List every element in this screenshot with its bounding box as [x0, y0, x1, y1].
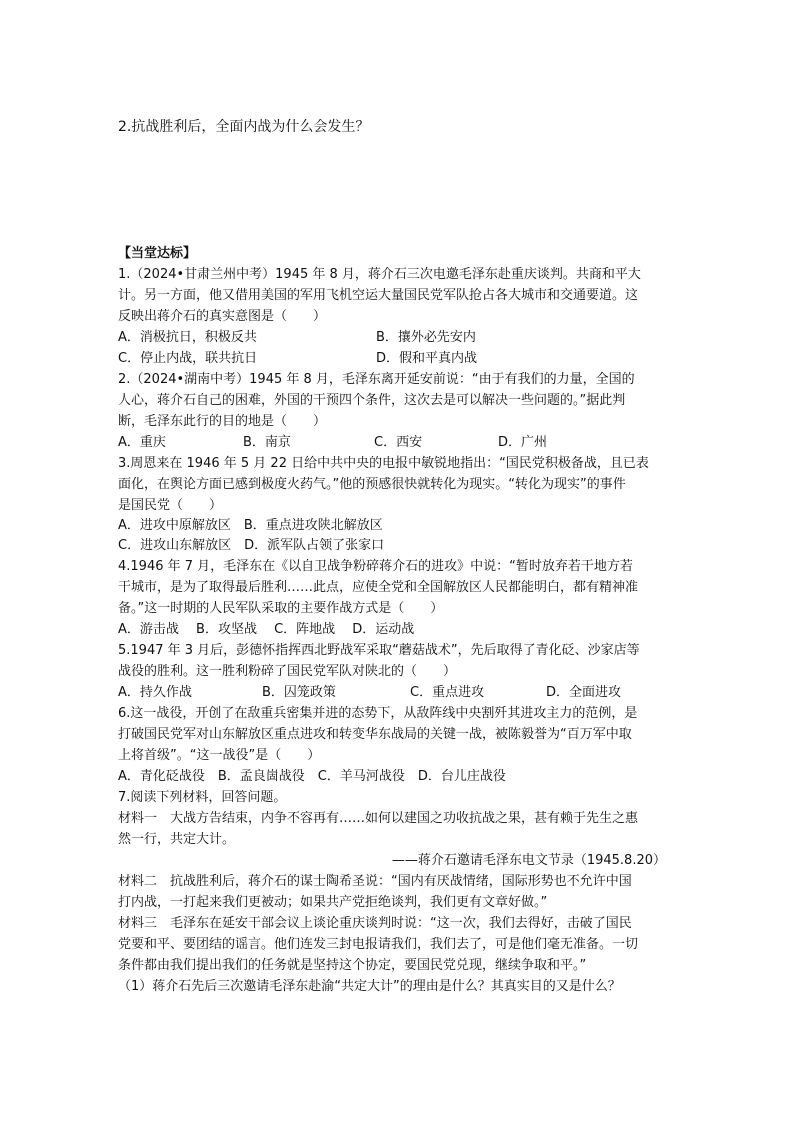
q3-options-row-1: A．进攻中原解放区 B．重点进攻陕北解放区: [118, 518, 383, 533]
q1-option-d: D．假和平真内战: [376, 351, 478, 366]
q4-line-2: 干城市，是为了取得最后胜利……此点，应使全党和全国解放区人民都能明白，都有精神准: [118, 580, 639, 595]
q7-material-3-line-1: 材料三 毛泽东在延安干部会议上谈论重庆谈判时说：“这一次，我们去得好，击破了国民: [118, 916, 632, 931]
q4-options: A．游击战 B．攻坚战 C．阵地战 D．运动战: [118, 622, 415, 637]
q2-option-d: D．广州: [498, 435, 548, 450]
q2-line-2: 人心，蒋介石自己的困难，外国的干预四个条件，这次去是可以解决一些问题的。”据此判: [118, 393, 626, 408]
q2-line-1: 2.（2024•湖南中考）1945 年 8 月，毛泽东离开延安前说：“由于有我们的力量，全国的: [118, 372, 635, 387]
q1-option-b: B．攘外必先安内: [376, 330, 476, 345]
q1-line-3: 反映出蒋介石的真实意图是（ ）: [118, 309, 327, 324]
q5-option-b: B．囚笼政策: [262, 685, 336, 700]
q6-line-2: 打破国民党军对山东解放区重点进攻和转变华东战局的关键一战，被陈毅誉为“百万军中取: [118, 727, 632, 742]
q3-line-1: 3.周恩来在 1946 年 5 月 22 日给中共中央的电报中敏锐地指出：“国民党积极备战，且已表: [118, 456, 649, 471]
q7-material-3-line-2: 党要和平、要团结的谣言。他们连发三封电报请我们，我们去了，可是他们毫无准备。一切: [118, 937, 639, 952]
section-title: 【当堂达标】: [118, 246, 197, 261]
discussion-question-2: 2.抗战胜利后，全面内战为什么会发生？: [118, 119, 370, 135]
q7-subquestion-1: （1）蒋介石先后三次邀请毛泽东赴渝“共定大计”的理由是什么？其真实目的又是什么？: [118, 979, 621, 994]
q7-material-1-line-2: 然一行，共定大计。: [118, 832, 236, 847]
q3-line-3: 是国民党（ ）: [118, 498, 223, 513]
q7-material-2-line-2: 打内战，一打起来我们更被动；如果共产党拒绝谈判，我们更有文章好做。”: [118, 895, 548, 910]
q5-option-a: A．持久作战: [118, 685, 192, 700]
q7-material-1-line-1: 材料一 大战方告结束，内争不容再有……如何以建国之功收抗战之果，甚有赖于先生之惠: [118, 811, 639, 826]
q6-line-1: 6.这一战役，开创了在敌重兵密集并进的态势下，从敌阵线中央割歼其进攻主力的范例，是: [118, 706, 638, 721]
q4-line-3: 备。”这一时期的人民军队采取的主要作战方式是（ ）: [118, 601, 444, 616]
q5-line-2: 战役的胜利。这一胜利粉碎了国民党军队对陕北的（ ）: [118, 664, 457, 679]
q5-option-c: C．重点进攻: [410, 685, 485, 700]
q2-option-b: B．南京: [243, 435, 291, 450]
q1-option-a: A．消极抗日，积极反共: [118, 330, 257, 345]
q7-intro: 7.阅读下列材料，回答问题。: [118, 790, 287, 805]
q5-line-1: 5.1947 年 3 月后，彭德怀指挥西北野战军采取“蘑菇战术”，先后取得了青化砭、沙家店等: [118, 643, 640, 658]
q2-option-c: C．西安: [374, 435, 423, 450]
q1-option-c: C．停止内战，联共抗日: [118, 351, 258, 366]
q3-line-2: 面化，在舆论方面已感到极度火药气。”他的预感很快就转化为现实。“转化为现实”的事件: [118, 477, 626, 492]
q7-material-3-line-3: 条件都由我们提出我们的任务就是坚持这个协定，要国民党兑现，继续争取和平。”: [118, 958, 587, 973]
q1-line-1: 1.（2024•甘肃兰州中考）1945 年 8 月，蒋介石三次电邀毛泽东赴重庆谈判。共商和平大: [118, 267, 641, 282]
q7-material-2-line-1: 材料二 抗战胜利后，蒋介石的谋士陶希圣说：“国内有厌战情绪，国际形势也不允许中国: [118, 874, 632, 889]
q2-line-3: 断，毛泽东此行的目的地是（ ）: [118, 414, 327, 429]
q7-material-1-source: ——蒋介石邀请毛泽东电文节录（1945.8.20）: [391, 853, 666, 868]
q6-line-3: 上将首级”。“这一战役”是（ ）: [118, 748, 321, 763]
q4-line-1: 4.1946 年 7 月，毛泽东在《以自卫战争粉碎蒋介石的进攻》中说：“暂时放弃若干地方若: [118, 559, 633, 574]
q2-option-a: A．重庆: [118, 435, 166, 450]
q1-line-2: 计。另一方面，他又借用美国的军用飞机空运大量国民党军队抢占各大城市和交通要道。这: [118, 288, 639, 303]
q6-options: A．青化砭战役 B．孟良崮战役 C．羊马河战役 D．台儿庄战役: [118, 769, 506, 784]
q3-options-row-2: C．进攻山东解放区 D．派军队占领了张家口: [118, 538, 385, 553]
q5-option-d: D．全面进攻: [546, 685, 622, 700]
